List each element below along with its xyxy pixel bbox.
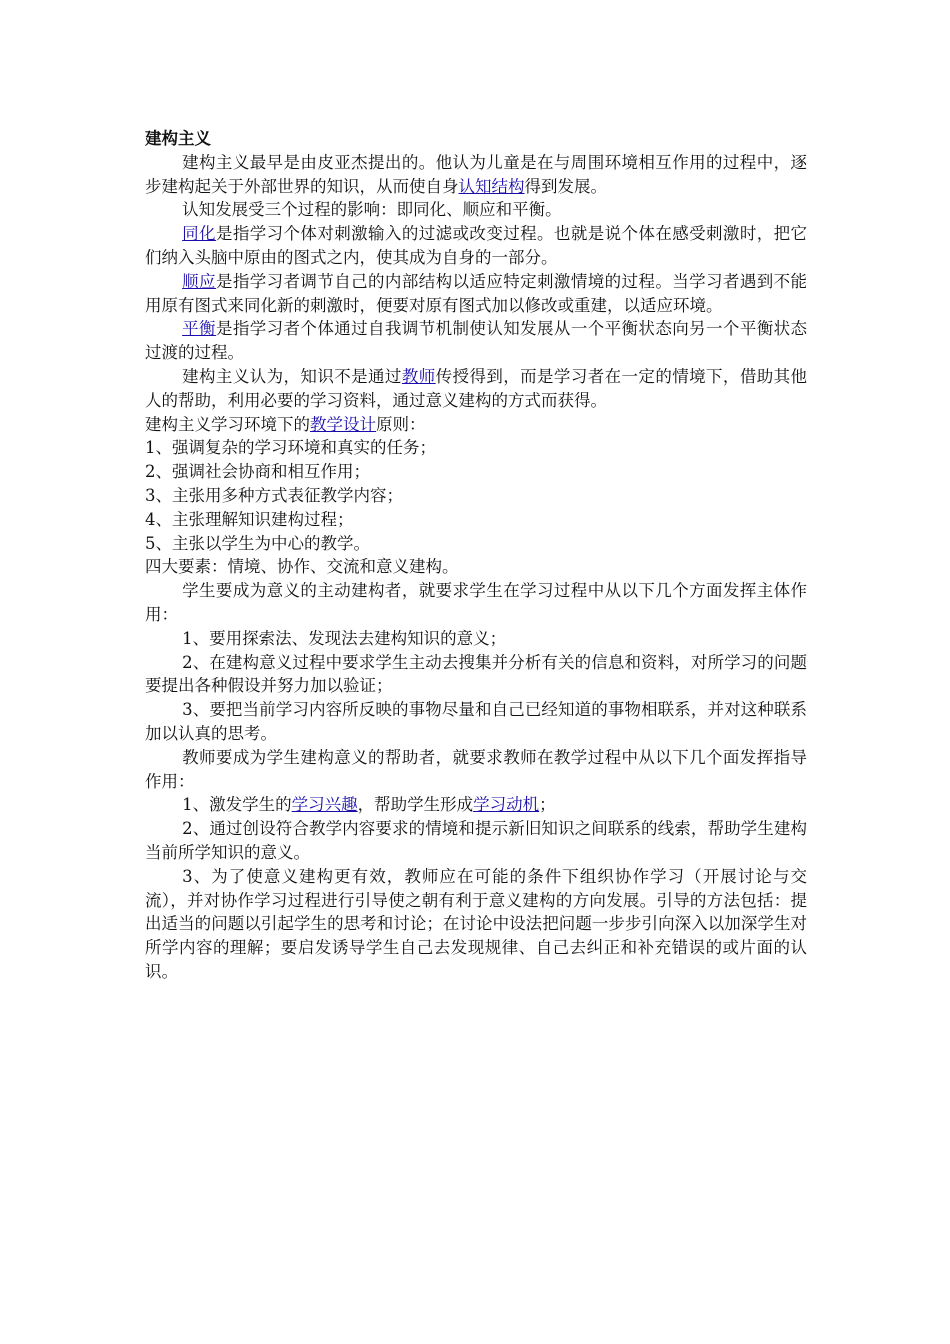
list-item: 5、主张以学生为中心的教学。 xyxy=(145,533,370,553)
link-instructional-design[interactable]: 教学设计 xyxy=(310,414,376,434)
document-body xyxy=(145,127,807,984)
paragraph-text: 1、激发学生的 xyxy=(182,795,292,815)
link-teacher[interactable]: 教师 xyxy=(401,366,436,386)
paragraph-three-processes: 认知发展受三个过程的影响：即同化、顺应和平衡。 xyxy=(182,200,562,220)
link-learning-motivation[interactable]: 学习动机 xyxy=(473,795,540,815)
link-learning-interest[interactable]: 学习兴趣 xyxy=(291,795,358,815)
list-item: 1、强调复杂的学习环境和真实的任务； xyxy=(145,438,436,458)
student-role-intro: 学生要成为意义的主动建构者，就要求学生在学习过程中从以下几个方面发挥主体作用： xyxy=(145,581,807,624)
link-cognitive-structure[interactable]: 认知结构 xyxy=(458,176,525,196)
paragraph-text: ； xyxy=(539,795,556,815)
list-item: 3、为了使意义建构更有效，教师应在可能的条件下组织协作学习（开展讨论与交流），并对协作学习过程进行引导使之朝有利于意义建构的方向发展。引导的方法包括：提出适当的问题以引起学生的思考和讨论；在讨论中设法把问题一步步引向深入以加深学生对所学内容的理解；要启发诱导学生自己去发现规律、自己去纠正和补充错误的或片面的认识。 xyxy=(145,866,807,981)
paragraph-text: 建构主义认为，知识不是通过 xyxy=(182,366,402,386)
link-assimilation[interactable]: 同化 xyxy=(182,224,216,244)
teacher-role-intro: 教师要成为学生建构意义的帮助者，就要求教师在教学过程中从以下几个面发挥指导作用： xyxy=(145,747,807,791)
paragraph-text: 是指学习个体对刺激输入的过滤或改变过程。也就是说个体在感受刺激时，把它们纳入头脑中原由的图式之内，使其成为自身的一部分。 xyxy=(145,224,808,267)
list-item: 1、要用探索法、发现法去建构知识的意义； xyxy=(182,628,507,648)
paragraph-text: 得到发展。 xyxy=(524,176,607,196)
paragraph-text: 建构主义学习环境下的 xyxy=(145,414,310,434)
paragraph-text: 是指学习者调节自己的内部结构以适应特定刺激情境的过程。当学习者遇到不能用原有图式来同化新的刺激时，便要对原有图式加以修改或重建，以适应环境。 xyxy=(145,271,808,315)
link-equilibrium[interactable]: 平衡 xyxy=(182,319,216,339)
paragraph-accommodation xyxy=(145,270,807,318)
paragraph-text: 原则： xyxy=(376,414,426,434)
document-title: 建构主义 xyxy=(145,129,211,148)
paragraph-knowledge xyxy=(145,365,807,413)
list-item: 2、强调社会协商和相互作用； xyxy=(145,462,370,482)
list-item: 2、通过创设符合教学内容要求的情境和提示新旧知识之间联系的线索，帮助学生建构当前所学知识的意义。 xyxy=(145,819,807,862)
paragraph-text: ，帮助学生形成 xyxy=(357,795,474,815)
paragraph-text: 建构主义最早是由皮亚杰提出的。他认为儿童是在与周围环境相互作用的过程中，逐步建构起关于外部世界的知识，从而使自身 xyxy=(145,152,807,196)
paragraph-text: 是指学习者个体通过自我调节机制使认知发展从一个平衡状态向另一个平衡状态过渡的过程。 xyxy=(145,319,808,363)
list-item xyxy=(145,793,807,817)
paragraph-equilibrium xyxy=(145,317,807,365)
list-item: 3、主张用多种方式表征教学内容； xyxy=(145,485,403,505)
principles-heading xyxy=(145,413,807,437)
list-item: 3、要把当前学习内容所反映的事物尽量和自己已经知道的事物相联系，并对这种联系加以认真的思考。 xyxy=(145,700,807,743)
list-item: 2、在建构意义过程中要求学生主动去搜集并分析有关的信息和资料，对所学习的问题要提出各种假设并努力加以验证； xyxy=(145,652,807,696)
four-elements: 四大要素：情境、协作、交流和意义建构。 xyxy=(145,557,459,577)
list-item: 4、主张理解知识建构过程； xyxy=(145,509,354,529)
link-accommodation[interactable]: 顺应 xyxy=(182,271,216,291)
paragraph-origin xyxy=(145,151,807,199)
paragraph-text: 传授得到，而是学习者在一定的情境下，借助其他人的帮助，利用必要的学习资料，通过意义建构的方式而获得。 xyxy=(145,366,808,410)
paragraph-assimilation xyxy=(145,222,807,270)
